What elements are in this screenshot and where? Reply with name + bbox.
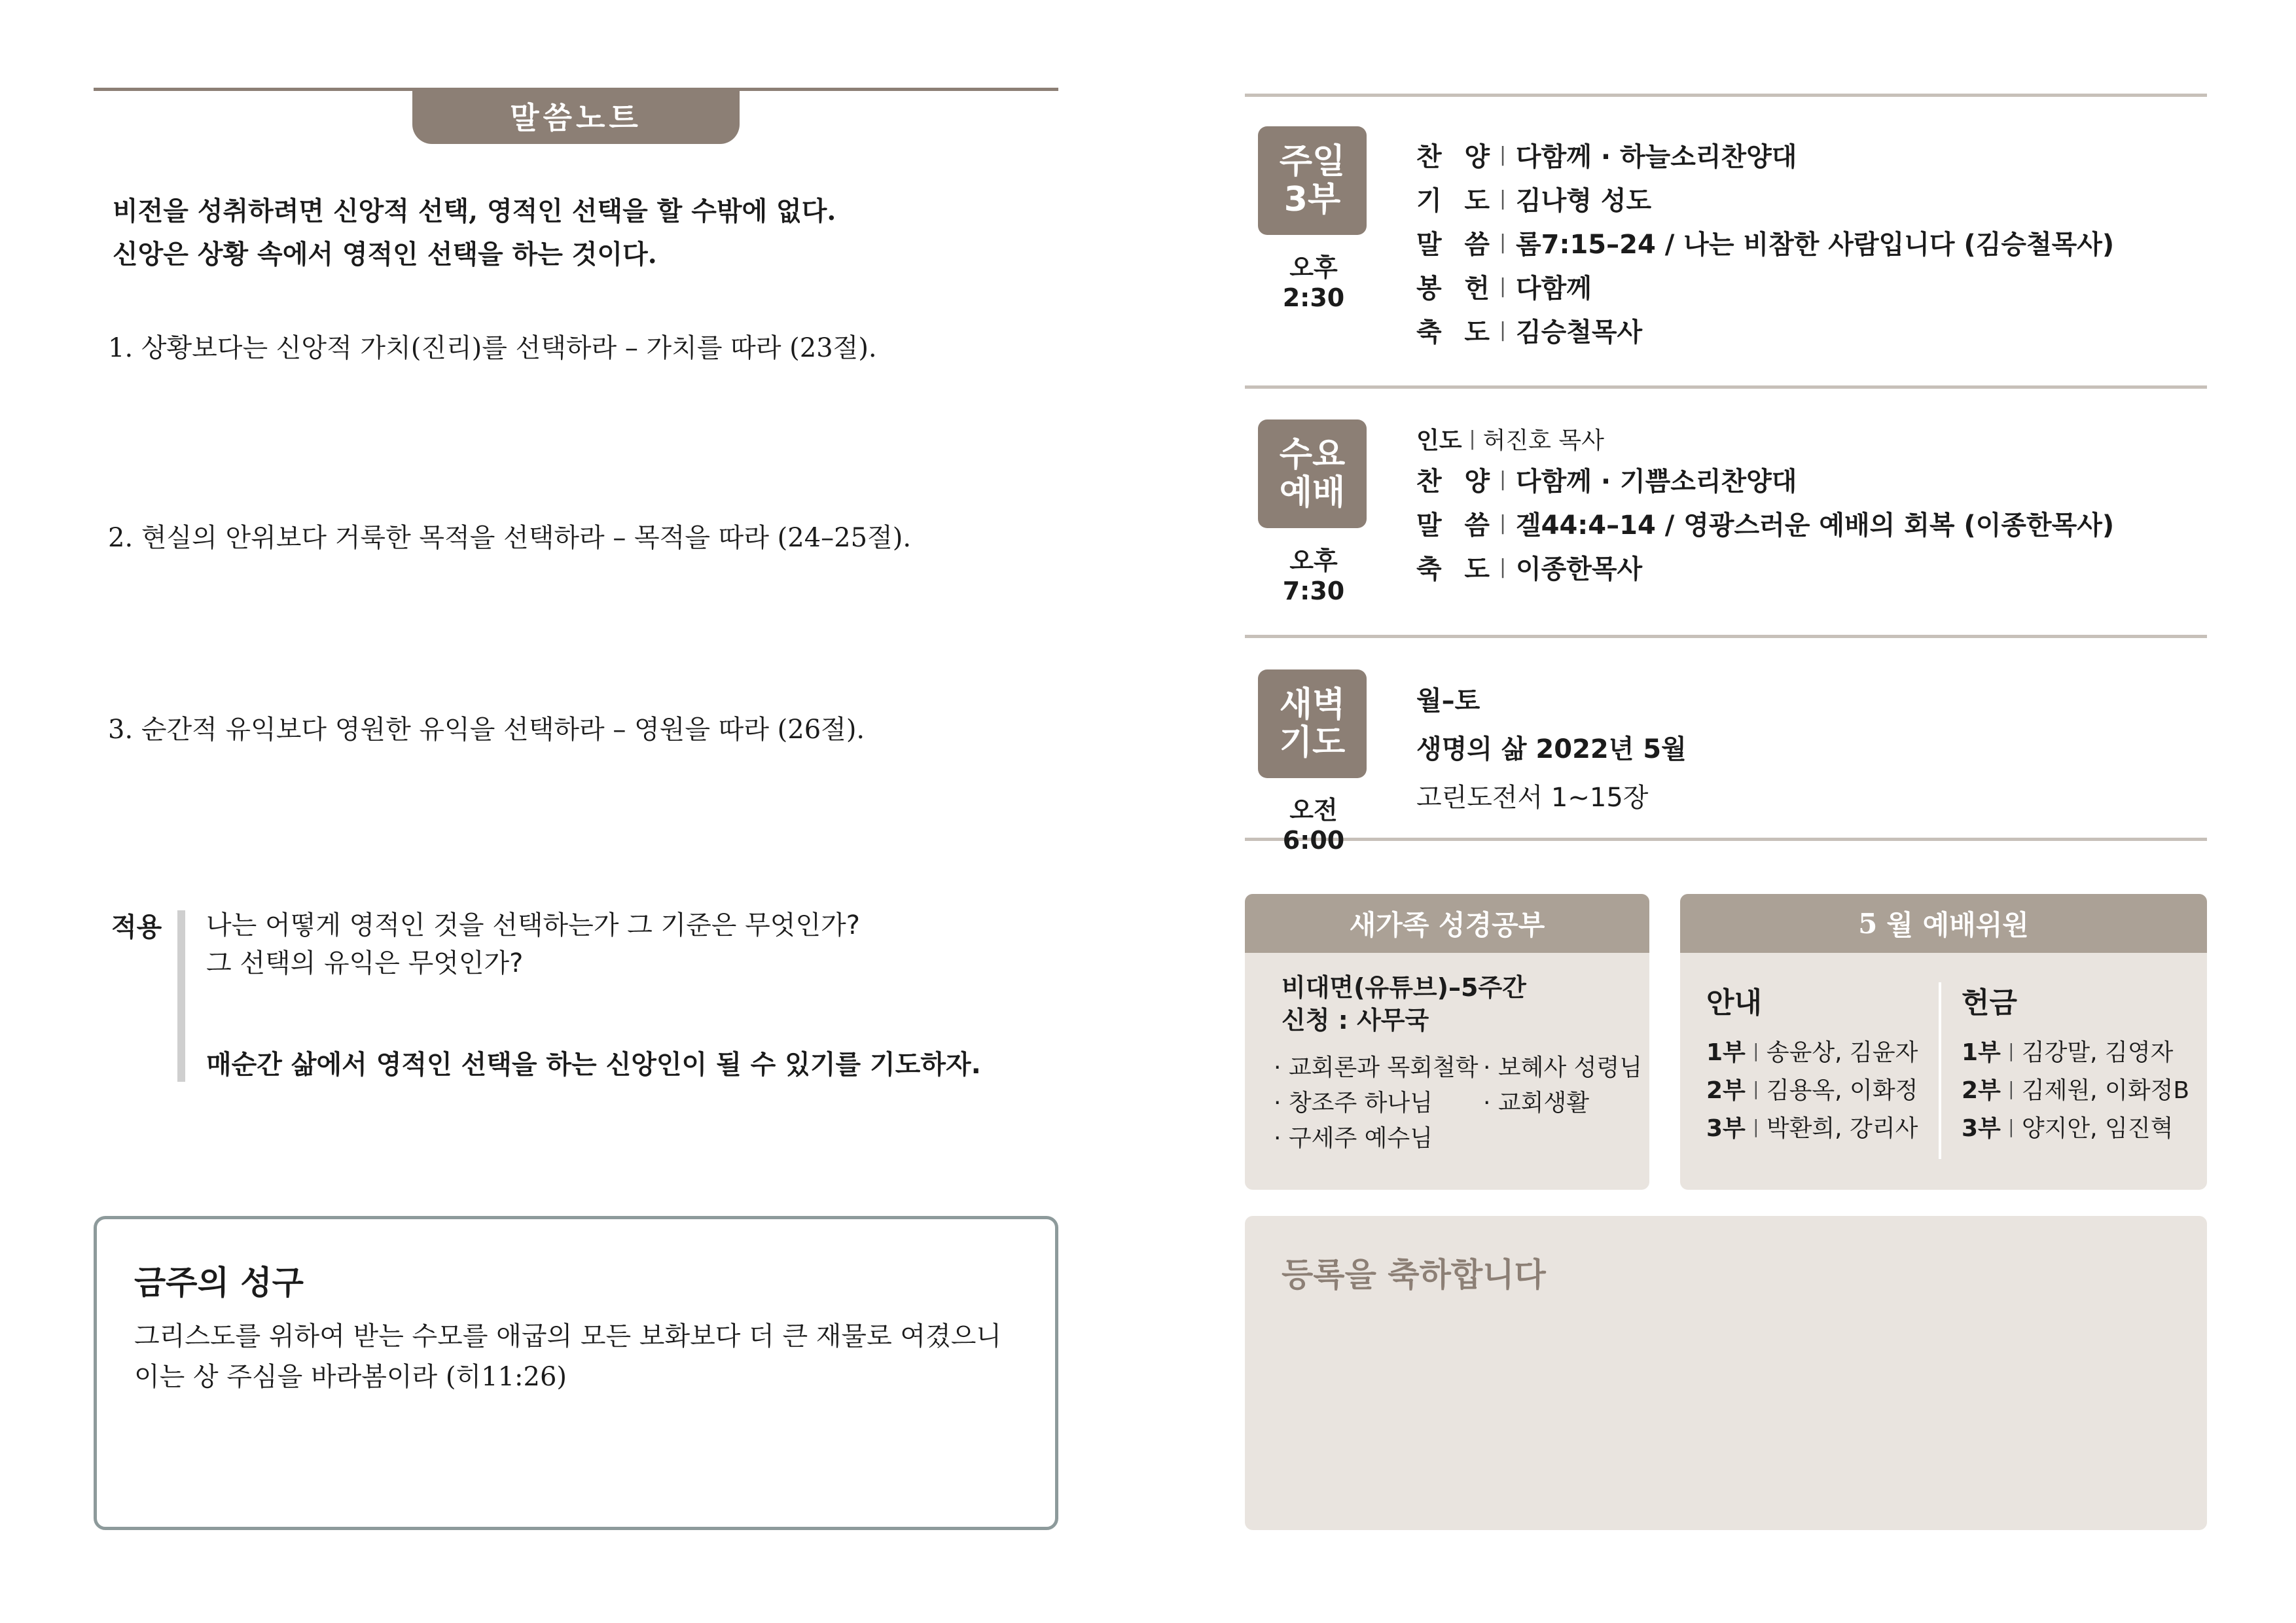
apply-bar (177, 910, 185, 1082)
order-value: 허진호 목사 (1482, 427, 1604, 454)
service-badge (1258, 669, 1367, 778)
committee-month: 5 (1858, 907, 1878, 940)
badge-line: 3부 (1283, 180, 1341, 219)
order-row (1416, 501, 2114, 545)
separator: | (1469, 427, 1476, 450)
committee-title-text: 월 예배위원 (1886, 909, 2029, 941)
offering-row: 3부 | 양지안, 임진혁 (1962, 1115, 2174, 1142)
usher-column (1706, 979, 1918, 1145)
badge-line: 새벽 (1279, 685, 1346, 724)
service-order (1416, 133, 2114, 352)
order-value: 롬7:15–24 / 나는 비참한 사람입니다 (김승철목사) (1516, 230, 2115, 260)
weekly-verse-text (134, 1316, 1037, 1397)
service-badge (1258, 419, 1367, 528)
order-key: 말 씀 (1416, 230, 1490, 260)
dawn-passage: 고린도전서 1~15장 (1416, 782, 1649, 813)
service-sunday-3 (1245, 94, 2207, 385)
apply-prayer: 매순간 삶에서 영적인 선택을 하는 신앙인이 될 수 있기를 기도하자. (206, 1050, 981, 1080)
registration-box (1245, 1216, 2207, 1530)
usher-row: 1부 | 송윤상, 김윤자 (1706, 1039, 1918, 1066)
order-value: 다함께 · 하늘소리찬양대 (1516, 142, 1797, 172)
bible-study-info (1282, 971, 1526, 1037)
weekly-verse-title: 금주의 성구 (134, 1264, 304, 1302)
offering-title: 헌금 (1962, 986, 2018, 1020)
order-value: 다함께 (1516, 274, 1592, 304)
sermon-point-2: 2. 현실의 안위보다 거룩한 목적을 선택하라 – 목적을 따라 (24–25절). (108, 523, 912, 553)
order-key: 말 씀 (1416, 510, 1490, 541)
order-key: 인도 (1416, 427, 1462, 454)
order-key: 찬 양 (1416, 467, 1490, 497)
committee-title (1680, 894, 2207, 953)
order-row-lead (1416, 419, 2114, 457)
sermon-point-1: 1. 상황보다는 신앙적 가치(진리)를 선택하라 – 가치를 따라 (23절). (108, 333, 877, 363)
badge-line: 기도 (1279, 723, 1346, 762)
badge-line: 예배 (1279, 473, 1346, 512)
study-topics (1274, 1051, 1640, 1156)
separator: | (1499, 319, 1507, 342)
separator: | (1499, 231, 1507, 254)
intro-line: 비전을 성취하려면 신앙적 선택, 영적인 선택을 할 수밖에 없다. (113, 196, 836, 226)
service-dawn-prayer (1245, 635, 2207, 855)
sermon-note-tab: 말씀노트 (412, 88, 740, 144)
separator: | (1499, 556, 1507, 579)
committee-divider (1939, 982, 1941, 1159)
offering-row: 1부 | 김강말, 김영자 (1962, 1039, 2174, 1066)
separator: | (1499, 143, 1507, 166)
offering-column (1962, 979, 2189, 1145)
study-topic: · 구세주 예수님 (1274, 1125, 1433, 1152)
study-topic: · 보혜사 성령님 (1483, 1054, 1642, 1081)
separator: | (1499, 275, 1507, 298)
order-key: 찬 양 (1416, 142, 1490, 172)
verse-line: 이는 상 주심을 바라봄이라 (히11:26) (134, 1362, 567, 1392)
order-value: 겔44:4–14 / 영광스러운 예배의 회복 (이종한목사) (1516, 510, 2115, 541)
study-topic: · 창조주 하나님 (1274, 1090, 1433, 1116)
usher-title: 안내 (1706, 986, 1763, 1020)
separator: | (1499, 187, 1507, 210)
study-mode: 비대면(유튜브)–5주간 (1282, 973, 1526, 1002)
worship-committee-box (1680, 894, 2207, 1190)
apply-section (111, 906, 1028, 1083)
service-time: 오전 6:00 (1282, 796, 1345, 855)
order-row (1416, 177, 2114, 221)
order-key: 봉 헌 (1416, 274, 1490, 304)
order-row (1416, 545, 2114, 589)
order-row (1416, 221, 2114, 264)
offering-row: 2부 | 김제원, 이화정B (1962, 1077, 2190, 1104)
sermon-point-3: 3. 순간적 유익보다 영원한 유익을 선택하라 – 영원을 따라 (26절). (108, 715, 865, 745)
service-time: 오후 2:30 (1282, 253, 1345, 312)
separator: | (1499, 512, 1507, 535)
study-topic: · 교회론과 목회철학 (1274, 1054, 1479, 1081)
separator: | (1499, 468, 1507, 491)
apply-line: 그 선택의 유익은 무엇인가? (206, 948, 524, 978)
order-row (1416, 264, 2114, 308)
dawn-book: 생명의 삶 2022년 5월 (1416, 734, 1687, 764)
order-row (1416, 133, 2114, 177)
service-wednesday (1245, 385, 2207, 635)
order-key: 축 도 (1416, 554, 1490, 584)
sermon-intro (113, 190, 836, 276)
bible-study-title: 새가족 성경공부 (1245, 894, 1649, 953)
intro-line: 신앙은 상황 속에서 영적인 선택을 하는 것이다. (113, 239, 657, 270)
registration-title: 등록을 축하합니다 (1282, 1256, 1546, 1294)
dawn-details (1416, 674, 1687, 819)
apply-questions (206, 906, 1024, 982)
divider (1245, 838, 2207, 841)
study-apply: 신청 : 사무국 (1282, 1006, 1429, 1035)
usher-row: 3부 | 박환희, 강리사 (1706, 1115, 1918, 1142)
service-time: 오후 7:30 (1282, 546, 1345, 605)
order-value: 이종한목사 (1516, 554, 1643, 584)
order-row (1416, 308, 2114, 352)
service-badge (1258, 126, 1367, 235)
weekly-verse-box (94, 1216, 1058, 1530)
apply-line: 나는 어떻게 영적인 것을 선택하는가 그 기준은 무엇인가? (206, 910, 860, 940)
bible-study-box (1245, 894, 1649, 1190)
order-key: 기 도 (1416, 186, 1490, 216)
order-value: 김승철목사 (1516, 317, 1643, 348)
service-order (1416, 419, 2114, 589)
apply-label: 적용 (111, 912, 162, 942)
verse-line: 그리스도를 위하여 받는 수모를 애굽의 모든 보화보다 더 큰 재물로 여겼으니 (134, 1321, 1001, 1351)
dawn-days: 월–토 (1416, 685, 1480, 716)
badge-line: 수요 (1279, 435, 1346, 474)
order-value: 다함께 · 기쁨소리찬양대 (1516, 467, 1797, 497)
order-value: 김나형 성도 (1516, 186, 1652, 216)
order-key: 축 도 (1416, 317, 1490, 348)
study-topic: · 교회생활 (1483, 1090, 1589, 1116)
order-row (1416, 457, 2114, 501)
badge-line: 주일 (1279, 142, 1346, 181)
usher-row: 2부 | 김용옥, 이화정 (1706, 1077, 1918, 1104)
